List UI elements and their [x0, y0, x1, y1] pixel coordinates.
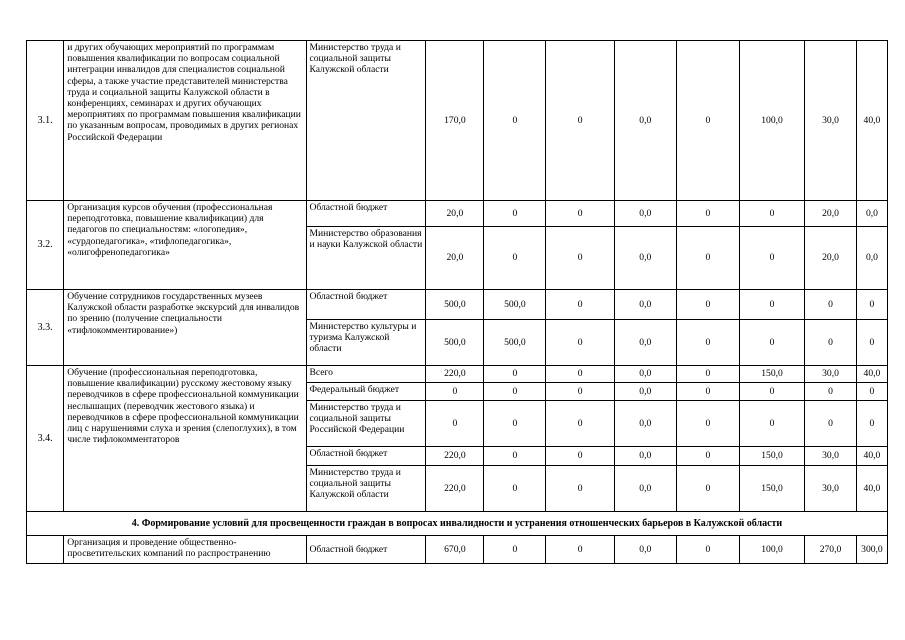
funding-source: Министерство культуры и туризма Калужской области: [307, 320, 426, 366]
value-cell: 20,0: [426, 227, 484, 290]
value-cell: 0: [856, 383, 887, 401]
funding-source: Областной бюджет: [307, 201, 426, 227]
value-cell: 100,0: [739, 536, 804, 564]
value-cell: 0,0: [614, 227, 676, 290]
value-cell: 0: [546, 447, 614, 466]
funding-source: Министерство образования и науки Калужской области: [307, 227, 426, 290]
value-cell: 0,0: [614, 401, 676, 447]
value-cell: 20,0: [805, 201, 857, 227]
value-cell: 670,0: [426, 536, 484, 564]
value-cell: 0,0: [614, 320, 676, 366]
value-cell: 0: [739, 383, 804, 401]
value-cell: 300,0: [856, 536, 887, 564]
value-cell: 0,0: [614, 447, 676, 466]
value-cell: 0,0: [614, 383, 676, 401]
value-cell: 0: [484, 201, 546, 227]
value-cell: 0: [739, 320, 804, 366]
funding-source: Областной бюджет: [307, 447, 426, 466]
value-cell: 0,0: [614, 366, 676, 383]
value-cell: 0,0: [856, 227, 887, 290]
value-cell: 0: [546, 401, 614, 447]
value-cell: 0: [484, 447, 546, 466]
row-description: и других обучающих мероприятий по программам повышения квалификации по вопросам социальной интеграции инвалидов для специалистов социальной сферы, а также участие представителей министерства труда и социальной защиты Калужской области в конференциях, семинарах и других обучающих мероприятиях по программам повышения квалификации по указанным вопросам, проводимых в других регионах Российской Федерации: [64, 41, 307, 201]
value-cell: 220,0: [426, 447, 484, 466]
value-cell: 0: [805, 290, 857, 320]
value-cell: 0: [676, 536, 739, 564]
value-cell: 0: [676, 41, 739, 201]
value-cell: 0: [546, 290, 614, 320]
value-cell: 500,0: [426, 320, 484, 366]
value-cell: 0: [484, 227, 546, 290]
funding-source: Федеральный бюджет: [307, 383, 426, 401]
value-cell: 0: [484, 401, 546, 447]
value-cell: 0: [856, 401, 887, 447]
value-cell: 0: [676, 401, 739, 447]
value-cell: 0,0: [614, 201, 676, 227]
value-cell: 0: [676, 366, 739, 383]
value-cell: 0: [484, 536, 546, 564]
value-cell: 0: [484, 41, 546, 201]
value-cell: 500,0: [484, 320, 546, 366]
value-cell: 220,0: [426, 366, 484, 383]
value-cell: 0: [856, 290, 887, 320]
row-index: [27, 536, 64, 564]
row-index: 3.3.: [27, 290, 64, 366]
table-row: [27, 536, 888, 564]
funding-source: Министерство труда и социальной защиты Калужской области: [307, 466, 426, 512]
value-cell: 0: [739, 290, 804, 320]
value-cell: 0: [676, 383, 739, 401]
table-row: [27, 366, 888, 383]
funding-source: Областной бюджет: [307, 536, 426, 564]
value-cell: 0,0: [614, 290, 676, 320]
value-cell: 0,0: [614, 536, 676, 564]
value-cell: 40,0: [856, 447, 887, 466]
row-index: 3.4.: [27, 366, 64, 512]
value-cell: 0: [805, 401, 857, 447]
value-cell: 0: [739, 201, 804, 227]
value-cell: 0,0: [614, 41, 676, 201]
value-cell: 0: [546, 41, 614, 201]
value-cell: 0,0: [614, 466, 676, 512]
value-cell: 0: [546, 466, 614, 512]
value-cell: 170,0: [426, 41, 484, 201]
row-description: Организация курсов обучения (профессиональная переподготовка, повышение квалификации) для педагогов по специальностям: «логопедия», «сурдопедагогика», «тифлопедагогика», «олигофренопедагогика»: [64, 201, 307, 290]
value-cell: 0: [546, 201, 614, 227]
funding-source: Министерство труда и социальной защиты Российской Федерации: [307, 401, 426, 447]
value-cell: 0: [676, 320, 739, 366]
value-cell: 500,0: [426, 290, 484, 320]
value-cell: 0: [426, 401, 484, 447]
value-cell: 0: [676, 447, 739, 466]
value-cell: 0: [546, 366, 614, 383]
value-cell: 100,0: [739, 41, 804, 201]
value-cell: 0: [426, 383, 484, 401]
value-cell: 0: [739, 227, 804, 290]
row-description: Обучение сотрудников государственных музеев Калужской области разработке экскурсий для инвалидов по зрению (получение специальности «тифлокомментирование»): [64, 290, 307, 366]
value-cell: 0: [676, 201, 739, 227]
value-cell: 0: [546, 320, 614, 366]
row-description: Организация и проведение общественно-просветительских компаний по распространению: [64, 536, 307, 564]
value-cell: 0: [856, 320, 887, 366]
value-cell: 0: [546, 227, 614, 290]
value-cell: 220,0: [426, 466, 484, 512]
row-index: 3.2.: [27, 201, 64, 290]
value-cell: 40,0: [856, 41, 887, 201]
value-cell: 30,0: [805, 366, 857, 383]
value-cell: 20,0: [426, 201, 484, 227]
value-cell: 0: [546, 383, 614, 401]
section-header-row: [27, 512, 888, 536]
value-cell: 0: [546, 536, 614, 564]
value-cell: 150,0: [739, 447, 804, 466]
value-cell: 150,0: [739, 366, 804, 383]
value-cell: 0,0: [856, 201, 887, 227]
table-row: [27, 41, 888, 201]
value-cell: 500,0: [484, 290, 546, 320]
row-index: 3.1.: [27, 41, 64, 201]
value-cell: 40,0: [856, 366, 887, 383]
value-cell: 30,0: [805, 447, 857, 466]
value-cell: 0: [805, 320, 857, 366]
value-cell: 0: [484, 466, 546, 512]
row-description: Обучение (профессиональная переподготовка, повышение квалификации) русскому жестовому языку переводчиков в сфере профессиональной коммуникации неслышащих (переводчик жестового языка) и переводчиков в сфере профессиональной коммуникации лиц с нарушениями слуха и зрения (слепоглухих), в том числе тифлокомментаторов: [64, 366, 307, 512]
value-cell: 270,0: [805, 536, 857, 564]
value-cell: 0: [805, 383, 857, 401]
value-cell: 0: [739, 401, 804, 447]
section-title: 4. Формирование условий для просвещенности граждан в вопросах инвалидности и устранения отношенческих барьеров в Калужской области: [27, 512, 888, 536]
funding-source: Всего: [307, 366, 426, 383]
budget-table: [26, 40, 888, 564]
table-body: [27, 41, 888, 564]
value-cell: 30,0: [805, 41, 857, 201]
value-cell: 20,0: [805, 227, 857, 290]
value-cell: 0: [484, 366, 546, 383]
value-cell: 150,0: [739, 466, 804, 512]
table-row: [27, 201, 888, 227]
value-cell: 0: [484, 383, 546, 401]
value-cell: 40,0: [856, 466, 887, 512]
funding-source: Областной бюджет: [307, 290, 426, 320]
value-cell: 30,0: [805, 466, 857, 512]
table-row: [27, 290, 888, 320]
value-cell: 0: [676, 290, 739, 320]
value-cell: 0: [676, 227, 739, 290]
value-cell: 0: [676, 466, 739, 512]
funding-source: Министерство труда и социальной защиты Калужской области: [307, 41, 426, 201]
